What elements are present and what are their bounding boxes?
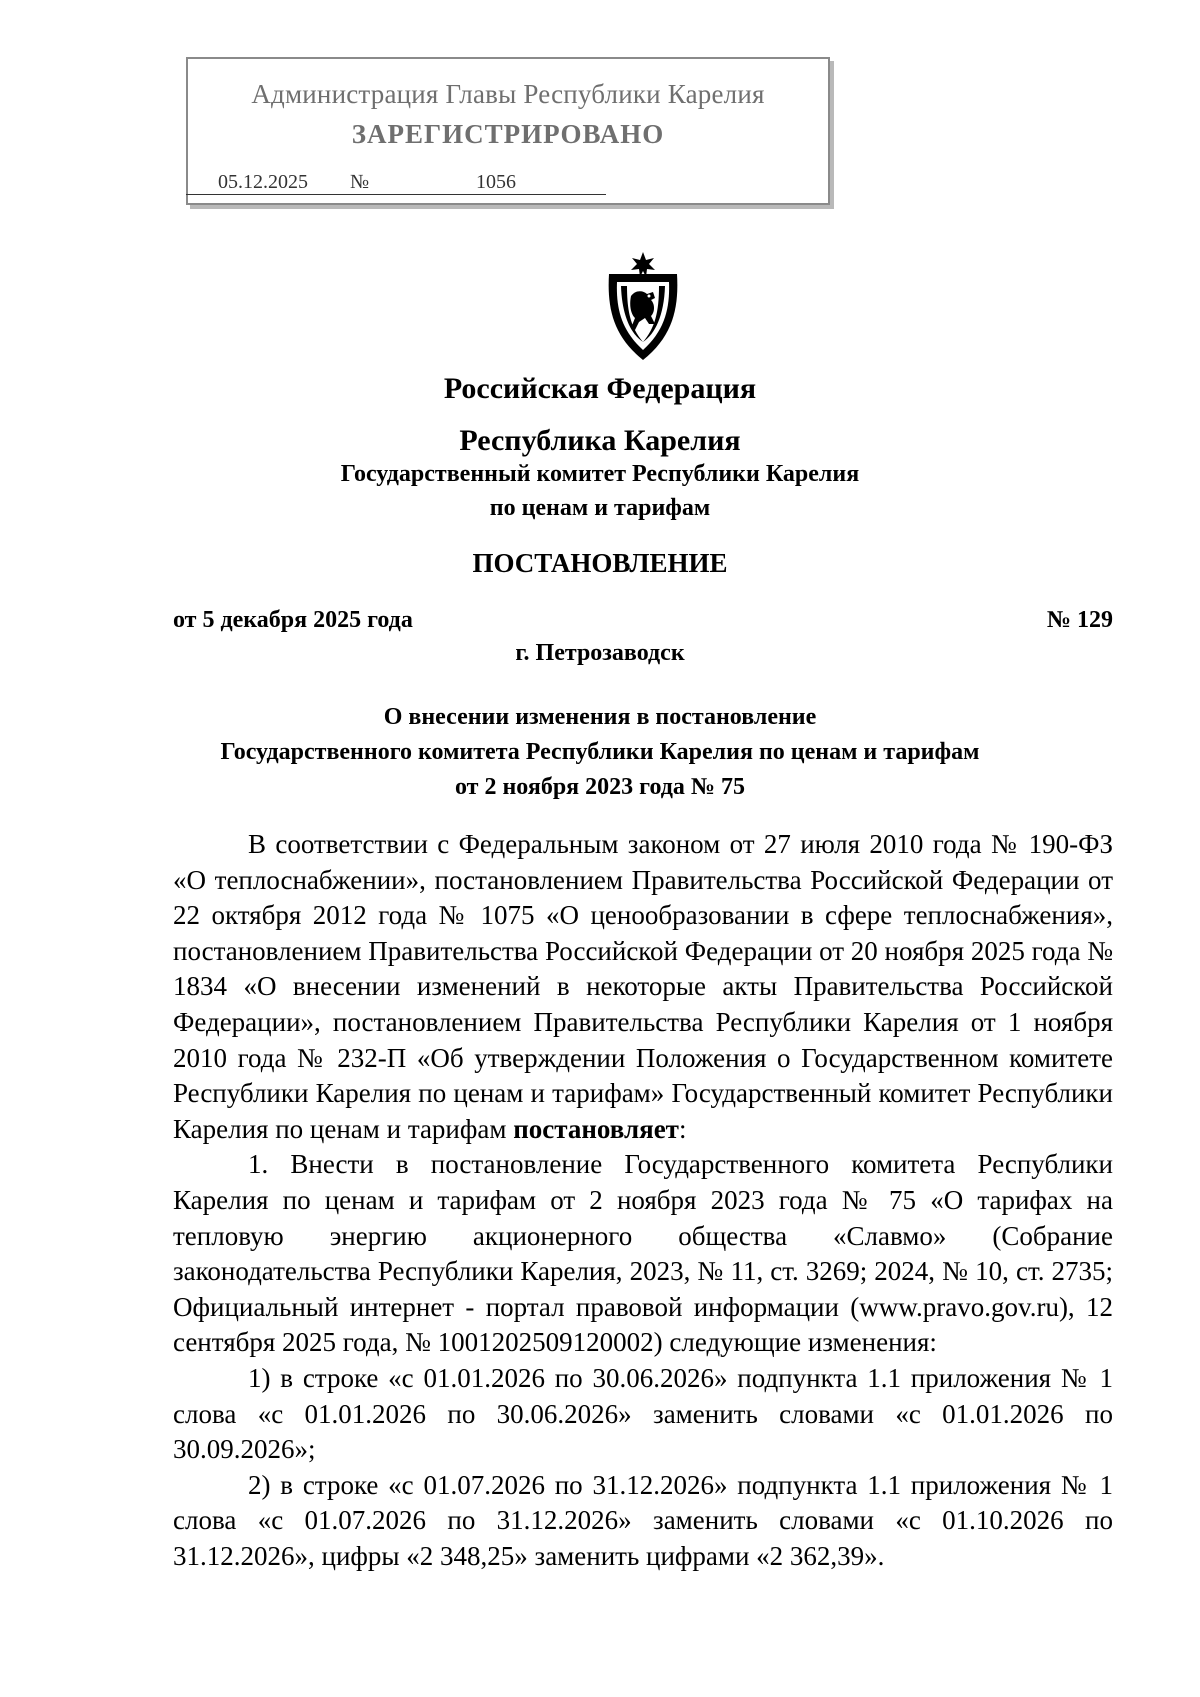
stamp-number: 1056 (476, 171, 516, 193)
committee-heading-line2: по ценам и тарифам (489, 495, 711, 521)
document-title-line1: О внесении изменения в постановление (383, 704, 817, 730)
document-type: ПОСТАНОВЛЕНИЕ (472, 548, 728, 578)
document-number: № 129 (1046, 607, 1113, 633)
resolves-word: постановляет (513, 1113, 679, 1144)
document-city: г. Петрозаводск (515, 640, 685, 666)
country-heading: Российская Федерация (443, 372, 757, 405)
stamp-number-sign: № (350, 171, 370, 193)
item-1: 1. Внести в постановление Государственного комитета Республики Карелия по ценам и тарифам от 2 ноября 2023 года № 75 «О тарифах на тепловую энергию акционерного общества «Славмо» (Собрание законодательства Республики Карелия, 2023, № 11, ст. 3269; 2024, № 10, ст. 2735; Официальный интернет - портал правовой информации (www.pravo.gov.ru), 12 сентября 2025 года, № 1001202509120002) следующие изменения: (173, 1149, 1113, 1358)
document-title-line2: Государственного комитета Республики Карелия по ценам и тарифам (220, 739, 980, 765)
stamp-underline (186, 194, 606, 195)
stamp-status: ЗАРЕГИСТРИРОВАНО (351, 119, 665, 149)
committee-heading: Государственный комитет Республики Карелия (340, 461, 860, 487)
item-1-1: 1) в строке «с 01.01.2026 по 30.06.2026» подпункта 1.1 приложения № 1 слова «с 01.01.2026 по 30.06.2026» заменить словами «с 01.01.2026 по 30.09.2026»; (173, 1362, 1113, 1465)
preamble-paragraph (173, 827, 1113, 1147)
document-body (173, 827, 1113, 1574)
stamp-organization: Администрация Главы Республики Карелия (251, 79, 765, 109)
republic-heading: Республика Карелия (459, 424, 741, 457)
stamp-date: 05.12.2025 (218, 171, 308, 193)
karelia-coat-of-arms-icon (597, 250, 689, 364)
document-date: от 5 декабря 2025 года (173, 607, 413, 633)
preamble-text: В соответствии с Федеральным законом от 27 июля 2010 года № 190-ФЗ «О теплоснабжении», постановлением Правительства Российской Федерации от 22 октября 2012 года № 1075 «О ценообразовании в сфере теплоснабжения», постановлением Правительства Российской Федерации от 20 ноября 2025 года № 1834 «О внесении изменений в некоторые акты Правительства Российской Федерации», постановлением Правительства Республики Карелия от 1 ноября 2010 года № 232-П «Об утверждении Положения о Государственном комитете Республики Карелия по ценам и тарифам» Государственный комитет Республики Карелия по ценам и тарифам (173, 829, 1113, 1144)
item-1-2: 2) в строке «с 01.07.2026 по 31.12.2026» подпункта 1.1 приложения № 1 слова «с 01.07.2026 по 31.12.2026» заменить словами «с 01.10.2026 по 31.12.2026», цифры «2 348,25» заменить цифрами «2 362,39». (173, 1469, 1113, 1571)
resolves-colon: : (678, 1113, 687, 1144)
document-title-line3: от 2 ноября 2023 года № 75 (454, 774, 746, 800)
stamp-registration-line (186, 168, 606, 198)
